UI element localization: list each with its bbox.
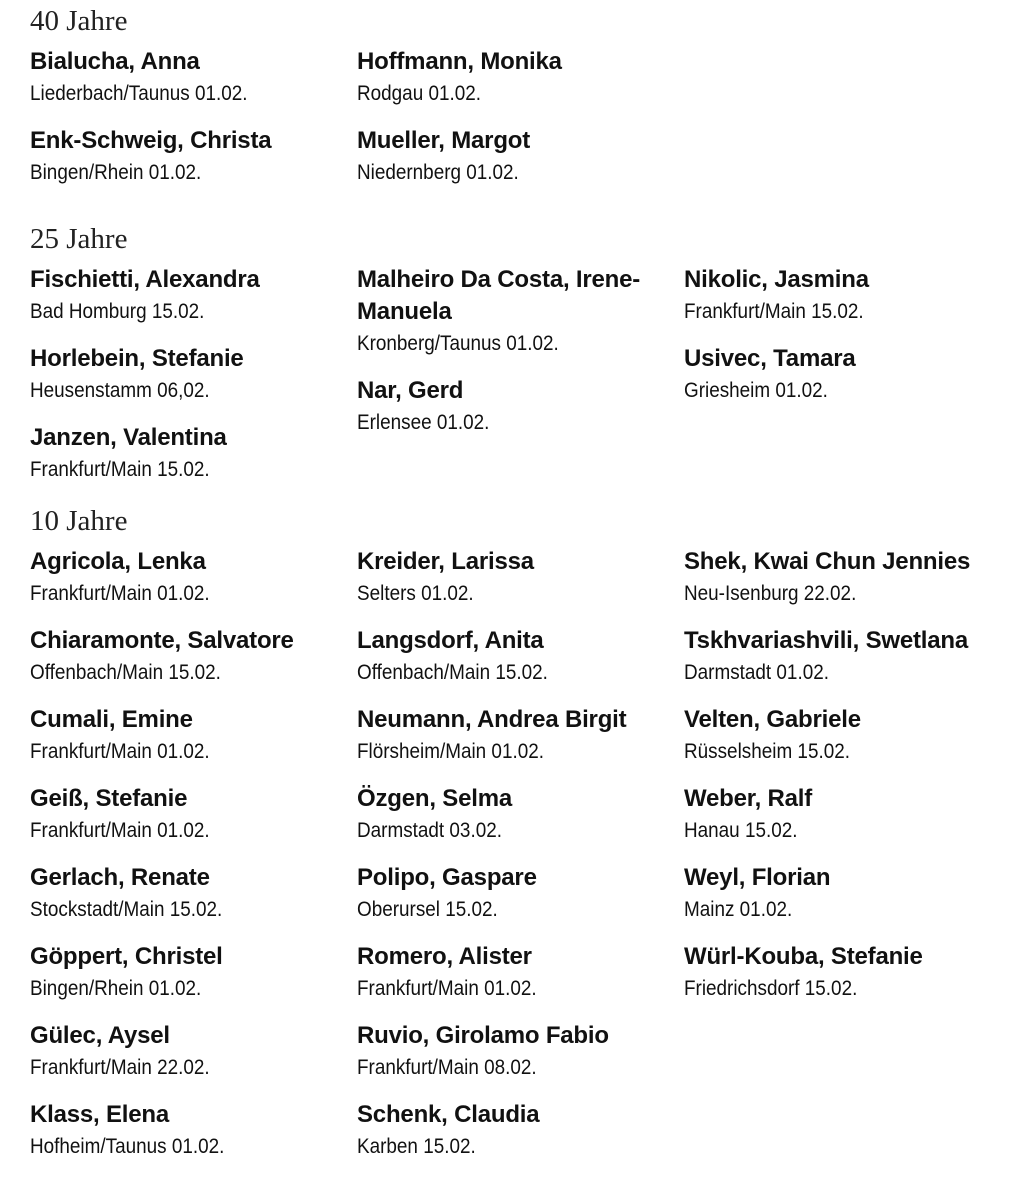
list-item [30,1099,357,1163]
place-date: Liederbach/Taunus 01.02. [30,82,248,105]
person-name: Enk-Schweig, Christa [30,127,272,154]
list-item [357,46,684,110]
list-item [30,46,357,110]
section-title: 25 Jahre [30,223,128,255]
place-date: Rüsselsheim 15.02. [684,740,850,763]
place-date: Heusenstamm 06,02. [30,379,210,402]
person-name: Chiaramonte, Salvatore [30,627,294,654]
place-date: Hofheim/Taunus 01.02. [30,1135,225,1158]
person-name: Hoffmann, Monika [357,48,562,75]
person-name: Neumann, Andrea Birgit [357,706,627,733]
person-name: Nikolic, Jasmina [684,266,869,293]
list-item [357,1020,684,1084]
person-name: Polipo, Gaspare [357,864,537,891]
person-name: Velten, Gabriele [684,706,861,733]
section-title: 40 Jahre [30,5,128,37]
place-date: Frankfurt/Main 08.02. [357,1056,537,1079]
person-name: Weber, Ralf [684,785,813,812]
place-date: Friedrichsdorf 15.02. [684,977,858,1000]
list-item [357,783,684,847]
list-item [357,941,684,1005]
person-name: Gülec, Aysel [30,1022,170,1049]
list-item [357,704,684,768]
person-name: Göppert, Christel [30,943,223,970]
person-name: Langsdorf, Anita [357,627,544,654]
list-item [684,862,1011,926]
list-item [30,862,357,926]
list-item [684,625,1011,689]
person-name: Kreider, Larissa [357,548,534,575]
place-date: Hanau 15.02. [684,819,798,842]
list-item [30,783,357,847]
list-item [684,783,1011,847]
person-name: Agricola, Lenka [30,548,206,575]
person-name: Özgen, Selma [357,785,512,812]
column-1 [30,264,357,501]
list-item [357,862,684,926]
list-item [30,264,357,328]
place-date: Frankfurt/Main 01.02. [30,819,210,842]
list-item [357,375,684,439]
place-date: Neu-Isenburg 22.02. [684,582,857,605]
place-date: Frankfurt/Main 01.02. [30,582,210,605]
place-date: Rodgau 01.02. [357,82,482,105]
person-name: Cumali, Emine [30,706,193,733]
person-name: Usivec, Tamara [684,345,856,372]
list-item [30,546,357,610]
place-date: Offenbach/Main 15.02. [30,661,221,684]
list-item [357,625,684,689]
column-3 [684,264,1011,501]
person-name: Ruvio, Girolamo Fabio [357,1022,609,1049]
place-date: Bad Homburg 15.02. [30,300,205,323]
person-name: Horlebein, Stefanie [30,345,244,372]
person-name: Mueller, Margot [357,127,531,154]
section-10-jahre [30,506,1005,1178]
list-item [357,125,684,189]
place-date: Offenbach/Main 15.02. [357,661,548,684]
place-date: Stockstadt/Main 15.02. [30,898,223,921]
column-3 [684,46,1011,204]
person-name: Malheiro Da Costa, Irene-Manuela [357,266,641,325]
list-item [30,625,357,689]
place-date: Karben 15.02. [357,1135,476,1158]
place-date: Frankfurt/Main 15.02. [30,458,210,481]
section-40-jahre [30,6,1005,204]
place-date: Frankfurt/Main 01.02. [30,740,210,763]
list-item [684,941,1011,1005]
section-title: 10 Jahre [30,505,128,537]
place-date: Bingen/Rhein 01.02. [30,977,202,1000]
place-date: Frankfurt/Main 15.02. [684,300,864,323]
column-2 [357,46,684,204]
place-date: Darmstadt 01.02. [684,661,829,684]
column-1 [30,546,357,1178]
place-date: Mainz 01.02. [684,898,793,921]
list-item [684,704,1011,768]
list-item [357,264,684,360]
person-name: Shek, Kwai Chun Jennies [684,548,971,575]
place-date: Flörsheim/Main 01.02. [357,740,544,763]
list-item [357,546,684,610]
place-date: Bingen/Rhein 01.02. [30,161,202,184]
person-name: Schenk, Claudia [357,1101,540,1128]
place-date: Niedernberg 01.02. [357,161,519,184]
section-columns [30,46,1005,204]
section-25-jahre [30,224,1005,501]
person-name: Klass, Elena [30,1101,170,1128]
list-item [30,704,357,768]
place-date: Frankfurt/Main 01.02. [357,977,537,1000]
list-item [30,125,357,189]
column-1 [30,46,357,204]
person-name: Gerlach, Renate [30,864,210,891]
person-name: Janzen, Valentina [30,424,227,451]
place-date: Oberursel 15.02. [357,898,498,921]
list-item [30,422,357,486]
list-item [30,1020,357,1084]
person-name: Tskhvariashvili, Swetlana [684,627,969,654]
list-item [684,343,1011,407]
column-2 [357,546,684,1178]
person-name: Weyl, Florian [684,864,831,891]
person-name: Romero, Alister [357,943,532,970]
column-2 [357,264,684,501]
person-name: Geiß, Stefanie [30,785,188,812]
place-date: Darmstadt 03.02. [357,819,502,842]
list-item [684,546,1011,610]
person-name: Nar, Gerd [357,377,464,404]
list-item [357,1099,684,1163]
place-date: Selters 01.02. [357,582,474,605]
column-3 [684,546,1011,1178]
list-item [30,941,357,1005]
place-date: Erlensee 01.02. [357,411,490,434]
list-item [684,264,1011,328]
section-columns [30,546,1005,1178]
place-date: Frankfurt/Main 22.02. [30,1056,210,1079]
section-columns [30,264,1005,501]
person-name: Fischietti, Alexandra [30,266,260,293]
place-date: Griesheim 01.02. [684,379,828,402]
place-date: Kronberg/Taunus 01.02. [357,332,559,355]
list-item [30,343,357,407]
person-name: Bialucha, Anna [30,48,200,75]
person-name: Würl-Kouba, Stefanie [684,943,923,970]
